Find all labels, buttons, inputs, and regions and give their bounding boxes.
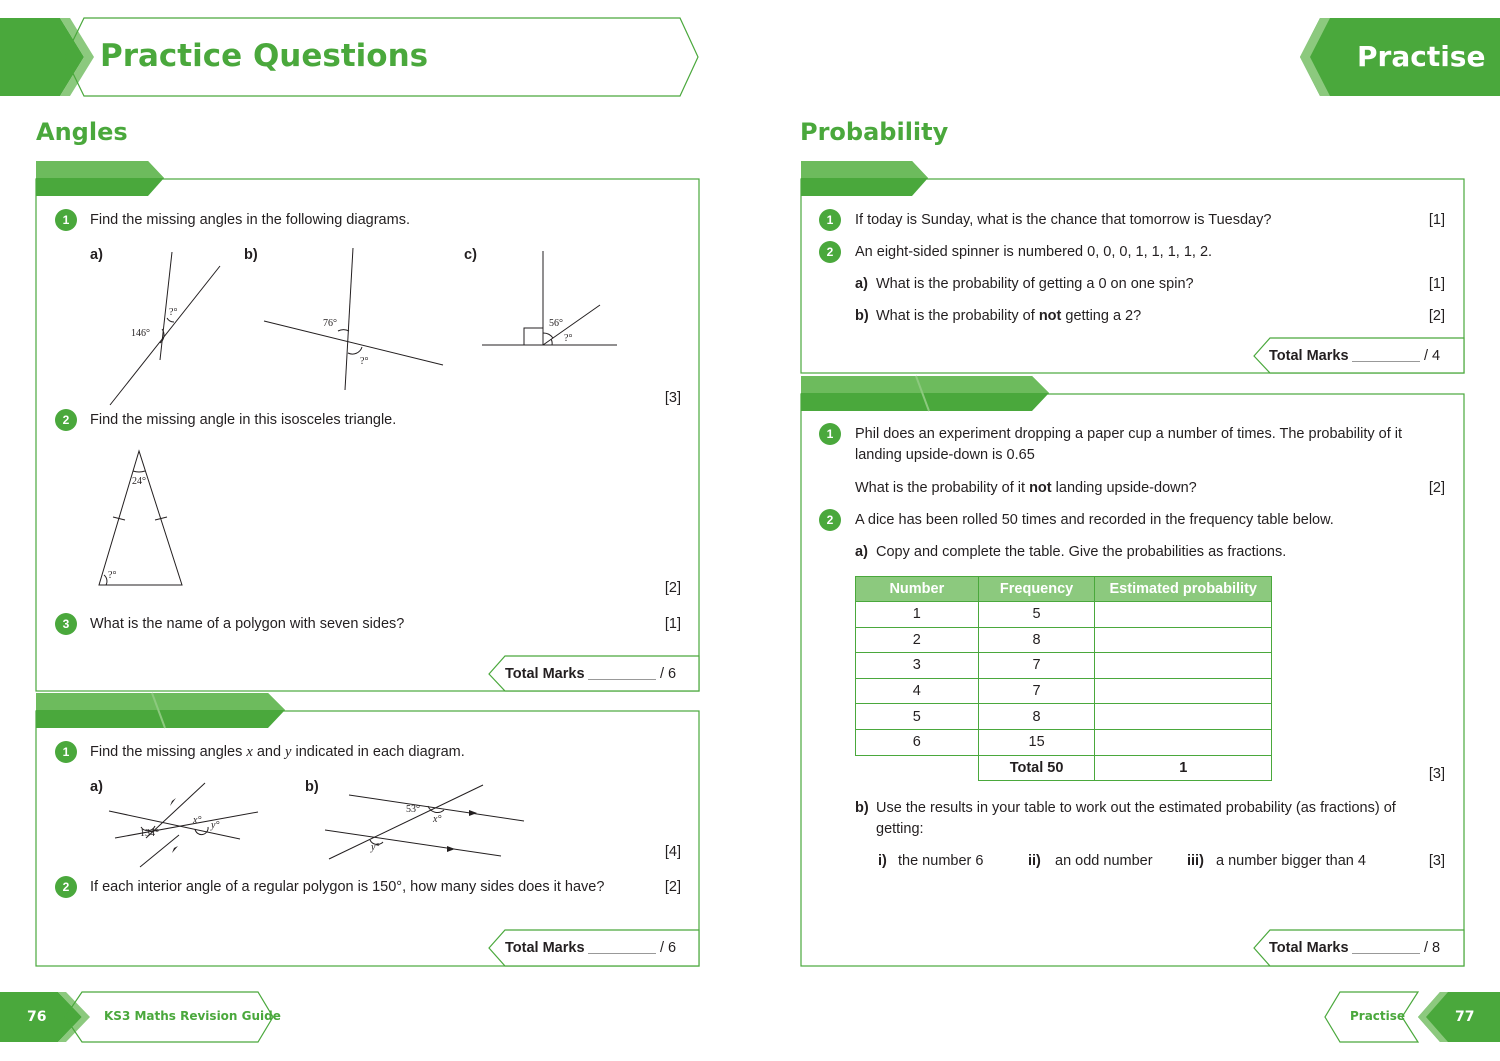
probability-cell[interactable] bbox=[1095, 729, 1272, 755]
total-marks-label: Total Marks bbox=[1269, 940, 1349, 956]
angle-label-y: y° bbox=[371, 842, 380, 853]
table-cell: 15 bbox=[978, 729, 1095, 755]
parallel-line-diagrams bbox=[0, 0, 700, 900]
question-number-2: 2 bbox=[819, 241, 841, 263]
sub-label-i: i) bbox=[878, 853, 887, 869]
question-marks: [2] bbox=[1428, 308, 1445, 324]
sub-question-text: the number 6 bbox=[898, 853, 984, 869]
question-text: If each interior angle of a regular polygon is 150°, how many sides does it have? bbox=[90, 879, 605, 895]
question-text: Find the missing angles in the following diagrams. bbox=[90, 212, 410, 228]
question-marks: [1] bbox=[1428, 276, 1445, 292]
empty-cell bbox=[856, 755, 979, 781]
sub-label-b: b) bbox=[855, 800, 869, 816]
page-number-left: 76 bbox=[27, 1009, 47, 1025]
page-number-right: 77 bbox=[1455, 1009, 1475, 1025]
footer-section: Practise bbox=[1350, 1009, 1406, 1023]
probability-cell[interactable] bbox=[1095, 627, 1272, 653]
total-marks-out-of: / 6 bbox=[660, 940, 677, 956]
table-cell: 5 bbox=[856, 704, 979, 730]
total-marks-answer-line[interactable] bbox=[588, 953, 656, 954]
diagram-label-c: c) bbox=[464, 247, 477, 263]
question-text: Find the missing angle in this isosceles triangle. bbox=[90, 412, 397, 428]
table-total-row bbox=[856, 755, 1272, 781]
section-title-angles: Angles bbox=[36, 118, 128, 146]
question-marks: [2] bbox=[664, 580, 681, 596]
table-cell: 6 bbox=[856, 729, 979, 755]
angle-label: 146° bbox=[131, 328, 150, 339]
question-text: Copy and complete the table. Give the probabilities as fractions. bbox=[876, 544, 1287, 560]
question-marks: [3] bbox=[1428, 853, 1445, 869]
sub-label-ii: ii) bbox=[1028, 853, 1041, 869]
total-marks-out-of: / 8 bbox=[1424, 940, 1441, 956]
table-header-row bbox=[856, 577, 1272, 602]
total-marks-label: Total Marks bbox=[1269, 348, 1349, 364]
question-number-1: 1 bbox=[819, 423, 841, 445]
probability-cell[interactable] bbox=[1095, 653, 1272, 679]
column-header: Frequency bbox=[978, 577, 1095, 602]
question-marks: [1] bbox=[664, 616, 681, 632]
total-marks-answer-line[interactable] bbox=[1352, 361, 1420, 362]
angle-label: ?° bbox=[564, 333, 573, 344]
sub-label-a: a) bbox=[855, 544, 868, 560]
section-title-probability: Probability bbox=[800, 118, 949, 146]
table-cell: 8 bbox=[978, 704, 1095, 730]
table-row bbox=[856, 678, 1272, 704]
angle-label: 134° bbox=[140, 828, 159, 839]
diagram-label-b: b) bbox=[305, 779, 319, 795]
question-text: Find the missing angles x and y indicated in each diagram. bbox=[90, 744, 465, 760]
question-text: What is the name of a polygon with seven sides? bbox=[90, 616, 405, 632]
table-cell: 7 bbox=[978, 653, 1095, 679]
page-title: Practice Questions bbox=[100, 38, 429, 74]
total-marks-answer-line[interactable] bbox=[1352, 953, 1420, 954]
probability-cell[interactable] bbox=[1095, 704, 1272, 730]
table-cell: 4 bbox=[856, 678, 979, 704]
table-cell: 5 bbox=[978, 602, 1095, 628]
question-number-2: 2 bbox=[55, 409, 77, 431]
column-header: Estimated probability bbox=[1095, 577, 1272, 602]
angle-label: ?° bbox=[108, 570, 117, 581]
question-text: What is the probability of getting a 0 on one spin? bbox=[876, 276, 1194, 292]
angle-label-x: x° bbox=[193, 815, 202, 826]
question-text: What is the probability of it not landing upside-down? bbox=[855, 480, 1197, 496]
table-cell: 8 bbox=[978, 627, 1095, 653]
table-row bbox=[856, 704, 1272, 730]
table-row bbox=[856, 653, 1272, 679]
angle-label: ?° bbox=[169, 307, 178, 318]
angle-label: 24° bbox=[132, 476, 146, 487]
probability-cell[interactable] bbox=[1095, 678, 1272, 704]
probability-cell[interactable] bbox=[1095, 602, 1272, 628]
total-probability-cell: 1 bbox=[1095, 755, 1272, 781]
question-marks: [1] bbox=[1428, 212, 1445, 228]
angle-label: 53° bbox=[406, 804, 420, 815]
table-row bbox=[856, 602, 1272, 628]
sub-label-a: a) bbox=[855, 276, 868, 292]
question-number-2: 2 bbox=[55, 876, 77, 898]
angle-label: 76° bbox=[323, 318, 337, 329]
table-cell: 1 bbox=[856, 602, 979, 628]
diagram-label-b: b) bbox=[244, 247, 258, 263]
question-text: Phil does an experiment dropping a paper cup a number of times. The probability of it landing upside-down is 0.65 bbox=[855, 426, 1403, 463]
question-text: If today is Sunday, what is the chance that tomorrow is Tuesday? bbox=[855, 212, 1272, 228]
total-marks-out-of: / 6 bbox=[660, 666, 677, 682]
total-marks-out-of: / 4 bbox=[1424, 348, 1441, 364]
sub-label-iii: iii) bbox=[1187, 853, 1204, 869]
angle-label: ?° bbox=[360, 356, 369, 367]
question-marks: [3] bbox=[664, 390, 681, 406]
book-title: KS3 Maths Revision Guide bbox=[104, 1009, 281, 1023]
question-marks: [2] bbox=[664, 879, 681, 895]
sub-label-b: b) bbox=[855, 308, 869, 324]
practise-title: Practise bbox=[1357, 40, 1486, 73]
sub-question-text: a number bigger than 4 bbox=[1216, 853, 1366, 869]
frequency-table bbox=[855, 576, 1272, 781]
angle-label: 56° bbox=[549, 318, 563, 329]
diagram-label-a: a) bbox=[90, 247, 103, 263]
question-number-1: 1 bbox=[55, 741, 77, 763]
sub-question-text: an odd number bbox=[1055, 853, 1153, 869]
question-text: What is the probability of not getting a 2? bbox=[876, 308, 1142, 324]
column-header: Number bbox=[856, 577, 979, 602]
table-cell: 2 bbox=[856, 627, 979, 653]
question-text: A dice has been rolled 50 times and recorded in the frequency table below. bbox=[855, 512, 1334, 528]
question-text: An eight-sided spinner is numbered 0, 0, 0, 1, 1, 1, 1, 2. bbox=[855, 244, 1213, 260]
table-cell: 7 bbox=[978, 678, 1095, 704]
question-number-2: 2 bbox=[819, 509, 841, 531]
angle-label-x: x° bbox=[433, 814, 442, 825]
total-marks-label: Total Marks bbox=[505, 940, 585, 956]
question-text: Use the results in your table to work out the estimated probability (as fractions) of getting: bbox=[876, 800, 1396, 837]
question-marks: [4] bbox=[664, 844, 681, 860]
question-number-3: 3 bbox=[55, 613, 77, 635]
diagram-label-a: a) bbox=[90, 779, 103, 795]
question-number-1: 1 bbox=[55, 209, 77, 231]
table-cell: 3 bbox=[856, 653, 979, 679]
total-marks-label: Total Marks bbox=[505, 666, 585, 682]
total-frequency-cell: Total 50 bbox=[978, 755, 1095, 781]
question-marks: [3] bbox=[1428, 766, 1445, 782]
question-marks: [2] bbox=[1428, 480, 1445, 496]
question-number-1: 1 bbox=[819, 209, 841, 231]
table-row bbox=[856, 729, 1272, 755]
table-row bbox=[856, 627, 1272, 653]
angle-label-y: y° bbox=[211, 820, 220, 831]
